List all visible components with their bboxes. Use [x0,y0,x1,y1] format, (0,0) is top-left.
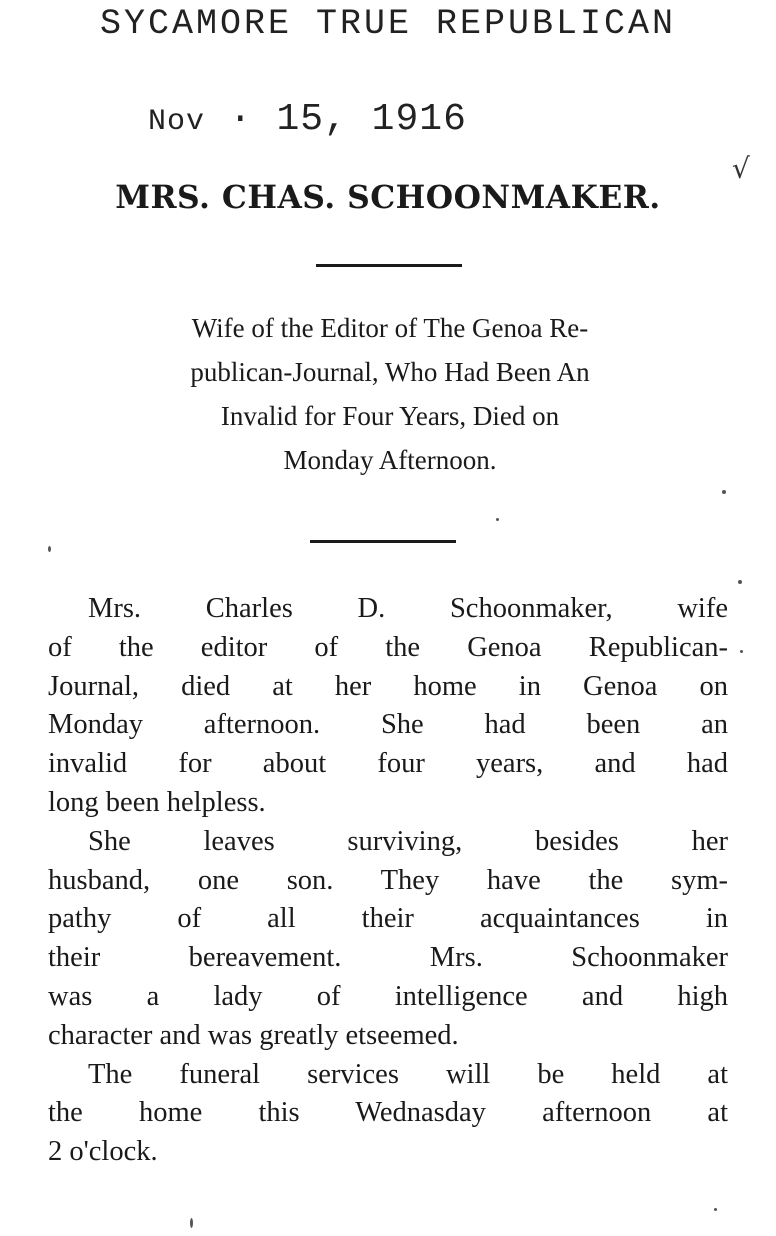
article-line: husband, one son. They have the sym- [48,864,728,896]
article-line: invalid for about four years, and had [48,748,728,780]
article-line: Monday afternoon. She had been an [48,709,728,741]
article-body [48,590,728,1172]
date-separator-dot: · [228,98,253,141]
subheadline-line: Monday Afternoon. [283,445,497,475]
check-mark-icon: √ [732,152,750,185]
article-line: Mrs. Charles D. Schoonmaker, wife [88,593,728,624]
subheadline-line: publican-Journal, Who Had Been An [190,357,590,387]
subheadline-line: Invalid for Four Years, Died on [220,401,560,431]
scan-speck [48,546,51,552]
subheadline-line: Wife of the Editor of The Genoa Re- [191,313,589,343]
article-line: long been helpless. [48,786,266,818]
scan-speck [496,518,499,521]
headline: MRS. CHAS. SCHOONMAKER. [115,178,661,216]
article-line: The funeral services will be held at [88,1058,728,1090]
divider-rule-top [316,264,462,267]
article-line: pathy of all their acquaintances in [48,903,728,935]
subheadline [40,306,740,482]
article-line: Journal, died at her home in Genoa on [48,670,728,702]
scan-speck [190,1218,193,1228]
date-month: Nov [148,105,206,139]
scan-speck [714,1208,717,1211]
date-day-year: 15, 1916 [276,98,467,141]
article-line: was a lady of intelligence and high [48,980,728,1012]
article-line: their bereavement. Mrs. Schoonmaker [48,942,728,974]
article-line: the home this Wednasday afternoon at [48,1097,728,1129]
scan-speck [722,490,726,494]
newspaper-name: SYCAMORE TRUE REPUBLICAN [99,4,677,44]
handwritten-date [148,98,467,141]
divider-rule-bottom [310,540,456,543]
article-line: character and was greatly etseemed. [48,1019,459,1051]
article-line: 2 o'clock. [48,1136,158,1168]
article-line: She leaves surviving, besides her [88,825,728,857]
scan-speck [738,580,742,584]
scan-speck [740,650,743,653]
article-line: of the editor of the Genoa Republican- [48,631,728,663]
